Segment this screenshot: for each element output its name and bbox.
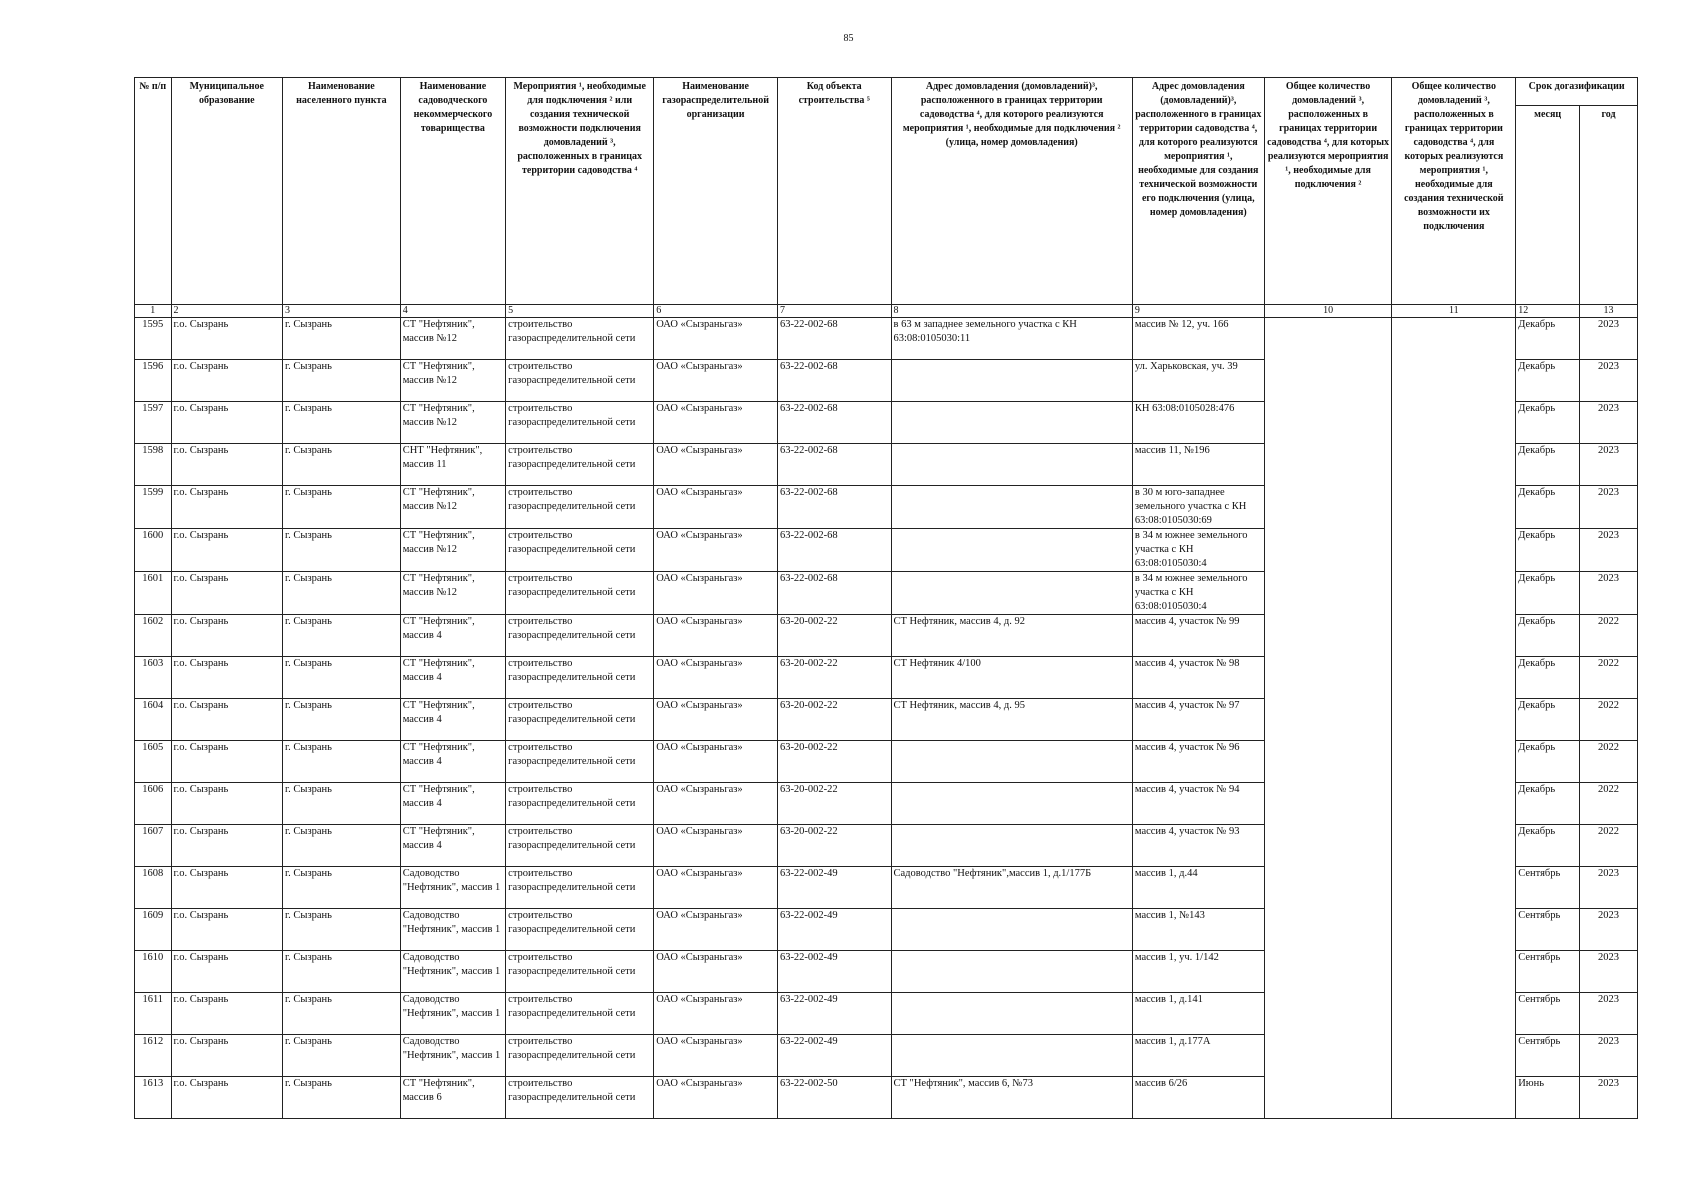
total-capability-cell bbox=[1392, 572, 1516, 615]
month-cell: Сентябрь bbox=[1516, 951, 1580, 993]
partnership-cell: СТ "Нефтяник", массив 4 bbox=[400, 699, 505, 741]
month-cell: Сентябрь bbox=[1516, 1035, 1580, 1077]
partnership-cell: СТ "Нефтяник", массив 4 bbox=[400, 657, 505, 699]
gas-organization-cell: ОАО «Сызраньгаз» bbox=[654, 1077, 778, 1119]
object-code-cell: 63-22-002-49 bbox=[777, 951, 891, 993]
total-connection-cell bbox=[1264, 486, 1392, 529]
year-cell: 2022 bbox=[1580, 657, 1638, 699]
municipality-cell: г.о. Сызрань bbox=[171, 529, 283, 572]
total-capability-cell bbox=[1392, 486, 1516, 529]
capability-address-cell: КН 63:08:0105028:476 bbox=[1132, 402, 1264, 444]
year-cell: 2023 bbox=[1580, 1077, 1638, 1119]
settlement-cell: г. Сызрань bbox=[283, 615, 401, 657]
municipality-cell: г.о. Сызрань bbox=[171, 909, 283, 951]
year-cell: 2023 bbox=[1580, 951, 1638, 993]
partnership-cell: Садоводство "Нефтяник", массив 1 bbox=[400, 867, 505, 909]
table-body bbox=[135, 305, 1638, 1119]
capability-address-cell: в 34 м южнее земельного участка с КН 63:08:0105030:4 bbox=[1132, 572, 1264, 615]
row-number: 1606 bbox=[135, 783, 172, 825]
total-connection-cell bbox=[1264, 867, 1392, 909]
total-capability-cell bbox=[1392, 615, 1516, 657]
partnership-cell: СТ "Нефтяник", массив 6 bbox=[400, 1077, 505, 1119]
row-number: 1612 bbox=[135, 1035, 172, 1077]
table-row bbox=[135, 444, 1638, 486]
row-number: 1598 bbox=[135, 444, 172, 486]
municipality-cell: г.о. Сызрань bbox=[171, 318, 283, 360]
gas-organization-cell: ОАО «Сызраньгаз» bbox=[654, 783, 778, 825]
column-number: 5 bbox=[506, 305, 654, 318]
object-code-cell: 63-22-002-68 bbox=[777, 529, 891, 572]
header-partnership: Наименование садоводческого некоммерческого товарищества bbox=[400, 78, 505, 305]
gas-organization-cell: ОАО «Сызраньгаз» bbox=[654, 318, 778, 360]
total-capability-cell bbox=[1392, 1035, 1516, 1077]
month-cell: Сентябрь bbox=[1516, 909, 1580, 951]
settlement-cell: г. Сызрань bbox=[283, 783, 401, 825]
event-cell: строительство газораспределительной сети bbox=[506, 486, 654, 529]
total-capability-cell bbox=[1392, 360, 1516, 402]
gas-organization-cell: ОАО «Сызраньгаз» bbox=[654, 993, 778, 1035]
object-code-cell: 63-22-002-50 bbox=[777, 1077, 891, 1119]
table-row bbox=[135, 1035, 1638, 1077]
row-number: 1608 bbox=[135, 867, 172, 909]
total-connection-cell bbox=[1264, 741, 1392, 783]
year-cell: 2023 bbox=[1580, 867, 1638, 909]
total-capability-cell bbox=[1392, 867, 1516, 909]
table-row bbox=[135, 318, 1638, 360]
header-month: месяц bbox=[1516, 106, 1580, 305]
column-number: 2 bbox=[171, 305, 283, 318]
gas-organization-cell: ОАО «Сызраньгаз» bbox=[654, 1035, 778, 1077]
settlement-cell: г. Сызрань bbox=[283, 318, 401, 360]
header-events: Мероприятия ¹, необходимые для подключения ² или создания технической возможности подключения домовладений ³, расположенных в границах территории садоводства ⁴ bbox=[506, 78, 654, 305]
capability-address-cell: массив 1, д.141 bbox=[1132, 993, 1264, 1035]
row-number: 1596 bbox=[135, 360, 172, 402]
settlement-cell: г. Сызрань bbox=[283, 486, 401, 529]
month-cell: Декабрь bbox=[1516, 572, 1580, 615]
year-cell: 2023 bbox=[1580, 572, 1638, 615]
event-cell: строительство газораспределительной сети bbox=[506, 951, 654, 993]
total-connection-cell bbox=[1264, 825, 1392, 867]
total-capability-cell bbox=[1392, 444, 1516, 486]
total-connection-cell bbox=[1264, 402, 1392, 444]
column-number: 6 bbox=[654, 305, 778, 318]
row-number: 1613 bbox=[135, 1077, 172, 1119]
total-connection-cell bbox=[1264, 783, 1392, 825]
table-row bbox=[135, 825, 1638, 867]
partnership-cell: СНТ "Нефтяник", массив 11 bbox=[400, 444, 505, 486]
year-cell: 2023 bbox=[1580, 360, 1638, 402]
table-row bbox=[135, 529, 1638, 572]
month-cell: Декабрь bbox=[1516, 486, 1580, 529]
settlement-cell: г. Сызрань bbox=[283, 741, 401, 783]
gas-organization-cell: ОАО «Сызраньгаз» bbox=[654, 615, 778, 657]
connection-address-cell bbox=[891, 783, 1132, 825]
connection-address-cell bbox=[891, 360, 1132, 402]
column-number: 8 bbox=[891, 305, 1132, 318]
table-row bbox=[135, 867, 1638, 909]
connection-address-cell bbox=[891, 402, 1132, 444]
total-capability-cell bbox=[1392, 825, 1516, 867]
capability-address-cell: массив 1, д.44 bbox=[1132, 867, 1264, 909]
header-municipality: Муниципальное образование bbox=[171, 78, 283, 305]
partnership-cell: Садоводство "Нефтяник", массив 1 bbox=[400, 993, 505, 1035]
connection-address-cell bbox=[891, 993, 1132, 1035]
gas-organization-cell: ОАО «Сызраньгаз» bbox=[654, 825, 778, 867]
gas-organization-cell: ОАО «Сызраньгаз» bbox=[654, 572, 778, 615]
table-row bbox=[135, 572, 1638, 615]
object-code-cell: 63-22-002-49 bbox=[777, 993, 891, 1035]
event-cell: строительство газораспределительной сети bbox=[506, 993, 654, 1035]
table-row bbox=[135, 1077, 1638, 1119]
connection-address-cell bbox=[891, 825, 1132, 867]
total-capability-cell bbox=[1392, 318, 1516, 360]
total-connection-cell bbox=[1264, 1035, 1392, 1077]
settlement-cell: г. Сызрань bbox=[283, 1077, 401, 1119]
column-number: 10 bbox=[1264, 305, 1392, 318]
total-connection-cell bbox=[1264, 699, 1392, 741]
object-code-cell: 63-22-002-49 bbox=[777, 1035, 891, 1077]
total-capability-cell bbox=[1392, 951, 1516, 993]
object-code-cell: 63-22-002-68 bbox=[777, 572, 891, 615]
header-total-capability: Общее количество домовладений ³, расположенных в границах территории садоводства ⁴, для которых реализуются мероприятия ¹, необходимые для создания технической возможности их подключения bbox=[1392, 78, 1516, 305]
event-cell: строительство газораспределительной сети bbox=[506, 1035, 654, 1077]
total-connection-cell bbox=[1264, 951, 1392, 993]
column-number: 1 bbox=[135, 305, 172, 318]
connection-address-cell bbox=[891, 909, 1132, 951]
partnership-cell: СТ "Нефтяник", массив №12 bbox=[400, 360, 505, 402]
object-code-cell: 63-20-002-22 bbox=[777, 825, 891, 867]
municipality-cell: г.о. Сызрань bbox=[171, 993, 283, 1035]
capability-address-cell: в 34 м южнее земельного участка с КН 63:08:0105030:4 bbox=[1132, 529, 1264, 572]
year-cell: 2023 bbox=[1580, 486, 1638, 529]
total-capability-cell bbox=[1392, 1077, 1516, 1119]
capability-address-cell: ул. Харьковская, уч. 39 bbox=[1132, 360, 1264, 402]
capability-address-cell: массив № 12, уч. 166 bbox=[1132, 318, 1264, 360]
event-cell: строительство газораспределительной сети bbox=[506, 783, 654, 825]
settlement-cell: г. Сызрань bbox=[283, 699, 401, 741]
total-capability-cell bbox=[1392, 909, 1516, 951]
row-number: 1604 bbox=[135, 699, 172, 741]
capability-address-cell: массив 4, участок № 94 bbox=[1132, 783, 1264, 825]
month-cell: Декабрь bbox=[1516, 699, 1580, 741]
table-row bbox=[135, 951, 1638, 993]
connection-address-cell: СТ Нефтяник, массив 4, д. 95 bbox=[891, 699, 1132, 741]
row-number: 1609 bbox=[135, 909, 172, 951]
header-number: № п/п bbox=[135, 78, 172, 305]
settlement-cell: г. Сызрань bbox=[283, 993, 401, 1035]
settlement-cell: г. Сызрань bbox=[283, 657, 401, 699]
settlement-cell: г. Сызрань bbox=[283, 867, 401, 909]
partnership-cell: СТ "Нефтяник", массив 4 bbox=[400, 783, 505, 825]
partnership-cell: СТ "Нефтяник", массив №12 bbox=[400, 318, 505, 360]
column-number: 12 bbox=[1516, 305, 1580, 318]
header-connection-address: Адрес домовладения (домовладений)³, расположенного в границах территории садоводства ⁴, для которого реализуются мероприятия ¹, необходимые для подключения ² (улица, номер домовладения) bbox=[891, 78, 1132, 305]
connection-address-cell bbox=[891, 951, 1132, 993]
municipality-cell: г.о. Сызрань bbox=[171, 572, 283, 615]
total-connection-cell bbox=[1264, 657, 1392, 699]
object-code-cell: 63-22-002-68 bbox=[777, 402, 891, 444]
gasification-table bbox=[134, 77, 1638, 1119]
month-cell: Декабрь bbox=[1516, 657, 1580, 699]
year-cell: 2023 bbox=[1580, 909, 1638, 951]
event-cell: строительство газораспределительной сети bbox=[506, 867, 654, 909]
municipality-cell: г.о. Сызрань bbox=[171, 741, 283, 783]
event-cell: строительство газораспределительной сети bbox=[506, 529, 654, 572]
year-cell: 2023 bbox=[1580, 993, 1638, 1035]
settlement-cell: г. Сызрань bbox=[283, 909, 401, 951]
table-row bbox=[135, 402, 1638, 444]
gas-organization-cell: ОАО «Сызраньгаз» bbox=[654, 360, 778, 402]
total-connection-cell bbox=[1264, 615, 1392, 657]
partnership-cell: СТ "Нефтяник", массив 4 bbox=[400, 615, 505, 657]
column-number: 7 bbox=[777, 305, 891, 318]
month-cell: Декабрь bbox=[1516, 741, 1580, 783]
year-cell: 2022 bbox=[1580, 783, 1638, 825]
gas-organization-cell: ОАО «Сызраньгаз» bbox=[654, 909, 778, 951]
row-number: 1610 bbox=[135, 951, 172, 993]
total-connection-cell bbox=[1264, 572, 1392, 615]
municipality-cell: г.о. Сызрань bbox=[171, 444, 283, 486]
row-number: 1601 bbox=[135, 572, 172, 615]
partnership-cell: Садоводство "Нефтяник", массив 1 bbox=[400, 1035, 505, 1077]
capability-address-cell: массив 4, участок № 96 bbox=[1132, 741, 1264, 783]
gas-organization-cell: ОАО «Сызраньгаз» bbox=[654, 741, 778, 783]
event-cell: строительство газораспределительной сети bbox=[506, 318, 654, 360]
partnership-cell: Садоводство "Нефтяник", массив 1 bbox=[400, 951, 505, 993]
page-number: 85 bbox=[843, 33, 854, 44]
year-cell: 2022 bbox=[1580, 699, 1638, 741]
capability-address-cell: массив 1, уч. 1/142 bbox=[1132, 951, 1264, 993]
object-code-cell: 63-20-002-22 bbox=[777, 657, 891, 699]
month-cell: Июнь bbox=[1516, 1077, 1580, 1119]
capability-address-cell: массив 4, участок № 98 bbox=[1132, 657, 1264, 699]
partnership-cell: СТ "Нефтяник", массив №12 bbox=[400, 529, 505, 572]
object-code-cell: 63-20-002-22 bbox=[777, 699, 891, 741]
month-cell: Декабрь bbox=[1516, 360, 1580, 402]
event-cell: строительство газораспределительной сети bbox=[506, 572, 654, 615]
month-cell: Сентябрь bbox=[1516, 867, 1580, 909]
row-number: 1600 bbox=[135, 529, 172, 572]
connection-address-cell: Садоводство "Нефтяник",массив 1, д.1/177Б bbox=[891, 867, 1132, 909]
table-row bbox=[135, 360, 1638, 402]
column-number: 13 bbox=[1580, 305, 1638, 318]
year-cell: 2023 bbox=[1580, 318, 1638, 360]
month-cell: Декабрь bbox=[1516, 402, 1580, 444]
connection-address-cell: в 63 м западнее земельного участка с КН 63:08:0105030:11 bbox=[891, 318, 1132, 360]
header-year: год bbox=[1580, 106, 1638, 305]
table-row bbox=[135, 993, 1638, 1035]
table-row bbox=[135, 657, 1638, 699]
capability-address-cell: массив 1, д.177А bbox=[1132, 1035, 1264, 1077]
settlement-cell: г. Сызрань bbox=[283, 529, 401, 572]
connection-address-cell: СТ Нефтяник, массив 4, д. 92 bbox=[891, 615, 1132, 657]
event-cell: строительство газораспределительной сети bbox=[506, 909, 654, 951]
column-number-row bbox=[135, 305, 1638, 318]
gas-organization-cell: ОАО «Сызраньгаз» bbox=[654, 951, 778, 993]
gas-organization-cell: ОАО «Сызраньгаз» bbox=[654, 529, 778, 572]
year-cell: 2023 bbox=[1580, 529, 1638, 572]
settlement-cell: г. Сызрань bbox=[283, 825, 401, 867]
connection-address-cell bbox=[891, 529, 1132, 572]
connection-address-cell: СТ "Нефтяник", массив 6, №73 bbox=[891, 1077, 1132, 1119]
total-connection-cell bbox=[1264, 1077, 1392, 1119]
year-cell: 2023 bbox=[1580, 444, 1638, 486]
object-code-cell: 63-22-002-68 bbox=[777, 318, 891, 360]
row-number: 1595 bbox=[135, 318, 172, 360]
settlement-cell: г. Сызрань bbox=[283, 360, 401, 402]
object-code-cell: 63-22-002-68 bbox=[777, 444, 891, 486]
total-capability-cell bbox=[1392, 529, 1516, 572]
total-capability-cell bbox=[1392, 783, 1516, 825]
capability-address-cell: в 30 м юго-западнее земельного участка с КН 63:08:0105030:69 bbox=[1132, 486, 1264, 529]
total-capability-cell bbox=[1392, 741, 1516, 783]
event-cell: строительство газораспределительной сети bbox=[506, 657, 654, 699]
header-capability-address: Адрес домовладения (домовладений)³, расположенного в границах территории садоводства ⁴, для которого реализуются мероприятия ¹, необходимые для создания технической возможности его подключения (улица, номер домовладения) bbox=[1132, 78, 1264, 305]
row-number: 1602 bbox=[135, 615, 172, 657]
header-settlement: Наименование населенного пункта bbox=[283, 78, 401, 305]
municipality-cell: г.о. Сызрань bbox=[171, 825, 283, 867]
municipality-cell: г.о. Сызрань bbox=[171, 867, 283, 909]
total-capability-cell bbox=[1392, 993, 1516, 1035]
municipality-cell: г.о. Сызрань bbox=[171, 1077, 283, 1119]
table-row bbox=[135, 699, 1638, 741]
row-number: 1611 bbox=[135, 993, 172, 1035]
municipality-cell: г.о. Сызрань bbox=[171, 486, 283, 529]
municipality-cell: г.о. Сызрань bbox=[171, 699, 283, 741]
partnership-cell: СТ "Нефтяник", массив №12 bbox=[400, 486, 505, 529]
month-cell: Сентябрь bbox=[1516, 993, 1580, 1035]
month-cell: Декабрь bbox=[1516, 529, 1580, 572]
total-capability-cell bbox=[1392, 402, 1516, 444]
total-connection-cell bbox=[1264, 993, 1392, 1035]
table-header bbox=[135, 78, 1638, 305]
event-cell: строительство газораспределительной сети bbox=[506, 699, 654, 741]
connection-address-cell bbox=[891, 1035, 1132, 1077]
row-number: 1597 bbox=[135, 402, 172, 444]
event-cell: строительство газораспределительной сети bbox=[506, 1077, 654, 1119]
total-capability-cell bbox=[1392, 699, 1516, 741]
partnership-cell: СТ "Нефтяник", массив 4 bbox=[400, 741, 505, 783]
object-code-cell: 63-22-002-68 bbox=[777, 360, 891, 402]
municipality-cell: г.о. Сызрань bbox=[171, 402, 283, 444]
month-cell: Декабрь bbox=[1516, 318, 1580, 360]
partnership-cell: СТ "Нефтяник", массив №12 bbox=[400, 402, 505, 444]
column-number: 9 bbox=[1132, 305, 1264, 318]
capability-address-cell: массив 11, №196 bbox=[1132, 444, 1264, 486]
municipality-cell: г.о. Сызрань bbox=[171, 951, 283, 993]
partnership-cell: Садоводство "Нефтяник", массив 1 bbox=[400, 909, 505, 951]
municipality-cell: г.о. Сызрань bbox=[171, 783, 283, 825]
connection-address-cell bbox=[891, 444, 1132, 486]
year-cell: 2022 bbox=[1580, 825, 1638, 867]
column-number: 11 bbox=[1392, 305, 1516, 318]
month-cell: Декабрь bbox=[1516, 783, 1580, 825]
column-number: 4 bbox=[400, 305, 505, 318]
header-total-connection: Общее количество домовладений ³, расположенных в границах территории садоводства ⁴, для которых реализуются мероприятия ¹, необходимые для подключения ² bbox=[1264, 78, 1392, 305]
settlement-cell: г. Сызрань bbox=[283, 444, 401, 486]
gas-organization-cell: ОАО «Сызраньгаз» bbox=[654, 402, 778, 444]
gas-organization-cell: ОАО «Сызраньгаз» bbox=[654, 699, 778, 741]
column-number: 3 bbox=[283, 305, 401, 318]
row-number: 1603 bbox=[135, 657, 172, 699]
event-cell: строительство газораспределительной сети bbox=[506, 444, 654, 486]
connection-address-cell bbox=[891, 572, 1132, 615]
capability-address-cell: массив 1, №143 bbox=[1132, 909, 1264, 951]
settlement-cell: г. Сызрань bbox=[283, 1035, 401, 1077]
event-cell: строительство газораспределительной сети bbox=[506, 360, 654, 402]
capability-address-cell: массив 6/26 bbox=[1132, 1077, 1264, 1119]
event-cell: строительство газораспределительной сети bbox=[506, 741, 654, 783]
table-row bbox=[135, 615, 1638, 657]
month-cell: Декабрь bbox=[1516, 825, 1580, 867]
event-cell: строительство газораспределительной сети bbox=[506, 615, 654, 657]
header-gas-organization: Наименование газораспределительной организации bbox=[654, 78, 778, 305]
capability-address-cell: массив 4, участок № 99 bbox=[1132, 615, 1264, 657]
table-row bbox=[135, 486, 1638, 529]
connection-address-cell bbox=[891, 486, 1132, 529]
table-row bbox=[135, 741, 1638, 783]
object-code-cell: 63-22-002-49 bbox=[777, 909, 891, 951]
gas-organization-cell: ОАО «Сызраньгаз» bbox=[654, 867, 778, 909]
connection-address-cell bbox=[891, 741, 1132, 783]
gas-organization-cell: ОАО «Сызраньгаз» bbox=[654, 444, 778, 486]
gas-organization-cell: ОАО «Сызраньгаз» bbox=[654, 657, 778, 699]
header-deadline: Срок догазификации bbox=[1516, 78, 1638, 106]
month-cell: Декабрь bbox=[1516, 615, 1580, 657]
header-object-code: Код объекта строительства ⁵ bbox=[777, 78, 891, 305]
connection-address-cell: СТ Нефтяник 4/100 bbox=[891, 657, 1132, 699]
object-code-cell: 63-20-002-22 bbox=[777, 741, 891, 783]
object-code-cell: 63-22-002-49 bbox=[777, 867, 891, 909]
event-cell: строительство газораспределительной сети bbox=[506, 402, 654, 444]
capability-address-cell: массив 4, участок № 97 bbox=[1132, 699, 1264, 741]
partnership-cell: СТ "Нефтяник", массив 4 bbox=[400, 825, 505, 867]
total-capability-cell bbox=[1392, 657, 1516, 699]
row-number: 1599 bbox=[135, 486, 172, 529]
object-code-cell: 63-20-002-22 bbox=[777, 783, 891, 825]
row-number: 1607 bbox=[135, 825, 172, 867]
total-connection-cell bbox=[1264, 909, 1392, 951]
event-cell: строительство газораспределительной сети bbox=[506, 825, 654, 867]
year-cell: 2022 bbox=[1580, 741, 1638, 783]
year-cell: 2023 bbox=[1580, 402, 1638, 444]
month-cell: Декабрь bbox=[1516, 444, 1580, 486]
capability-address-cell: массив 4, участок № 93 bbox=[1132, 825, 1264, 867]
settlement-cell: г. Сызрань bbox=[283, 951, 401, 993]
municipality-cell: г.о. Сызрань bbox=[171, 615, 283, 657]
total-connection-cell bbox=[1264, 529, 1392, 572]
municipality-cell: г.о. Сызрань bbox=[171, 1035, 283, 1077]
object-code-cell: 63-20-002-22 bbox=[777, 615, 891, 657]
object-code-cell: 63-22-002-68 bbox=[777, 486, 891, 529]
settlement-cell: г. Сызрань bbox=[283, 402, 401, 444]
row-number: 1605 bbox=[135, 741, 172, 783]
total-connection-cell bbox=[1264, 360, 1392, 402]
municipality-cell: г.о. Сызрань bbox=[171, 360, 283, 402]
year-cell: 2022 bbox=[1580, 615, 1638, 657]
table-row bbox=[135, 909, 1638, 951]
total-connection-cell bbox=[1264, 318, 1392, 360]
partnership-cell: СТ "Нефтяник", массив №12 bbox=[400, 572, 505, 615]
year-cell: 2023 bbox=[1580, 1035, 1638, 1077]
settlement-cell: г. Сызрань bbox=[283, 572, 401, 615]
municipality-cell: г.о. Сызрань bbox=[171, 657, 283, 699]
total-connection-cell bbox=[1264, 444, 1392, 486]
table-row bbox=[135, 783, 1638, 825]
gas-organization-cell: ОАО «Сызраньгаз» bbox=[654, 486, 778, 529]
